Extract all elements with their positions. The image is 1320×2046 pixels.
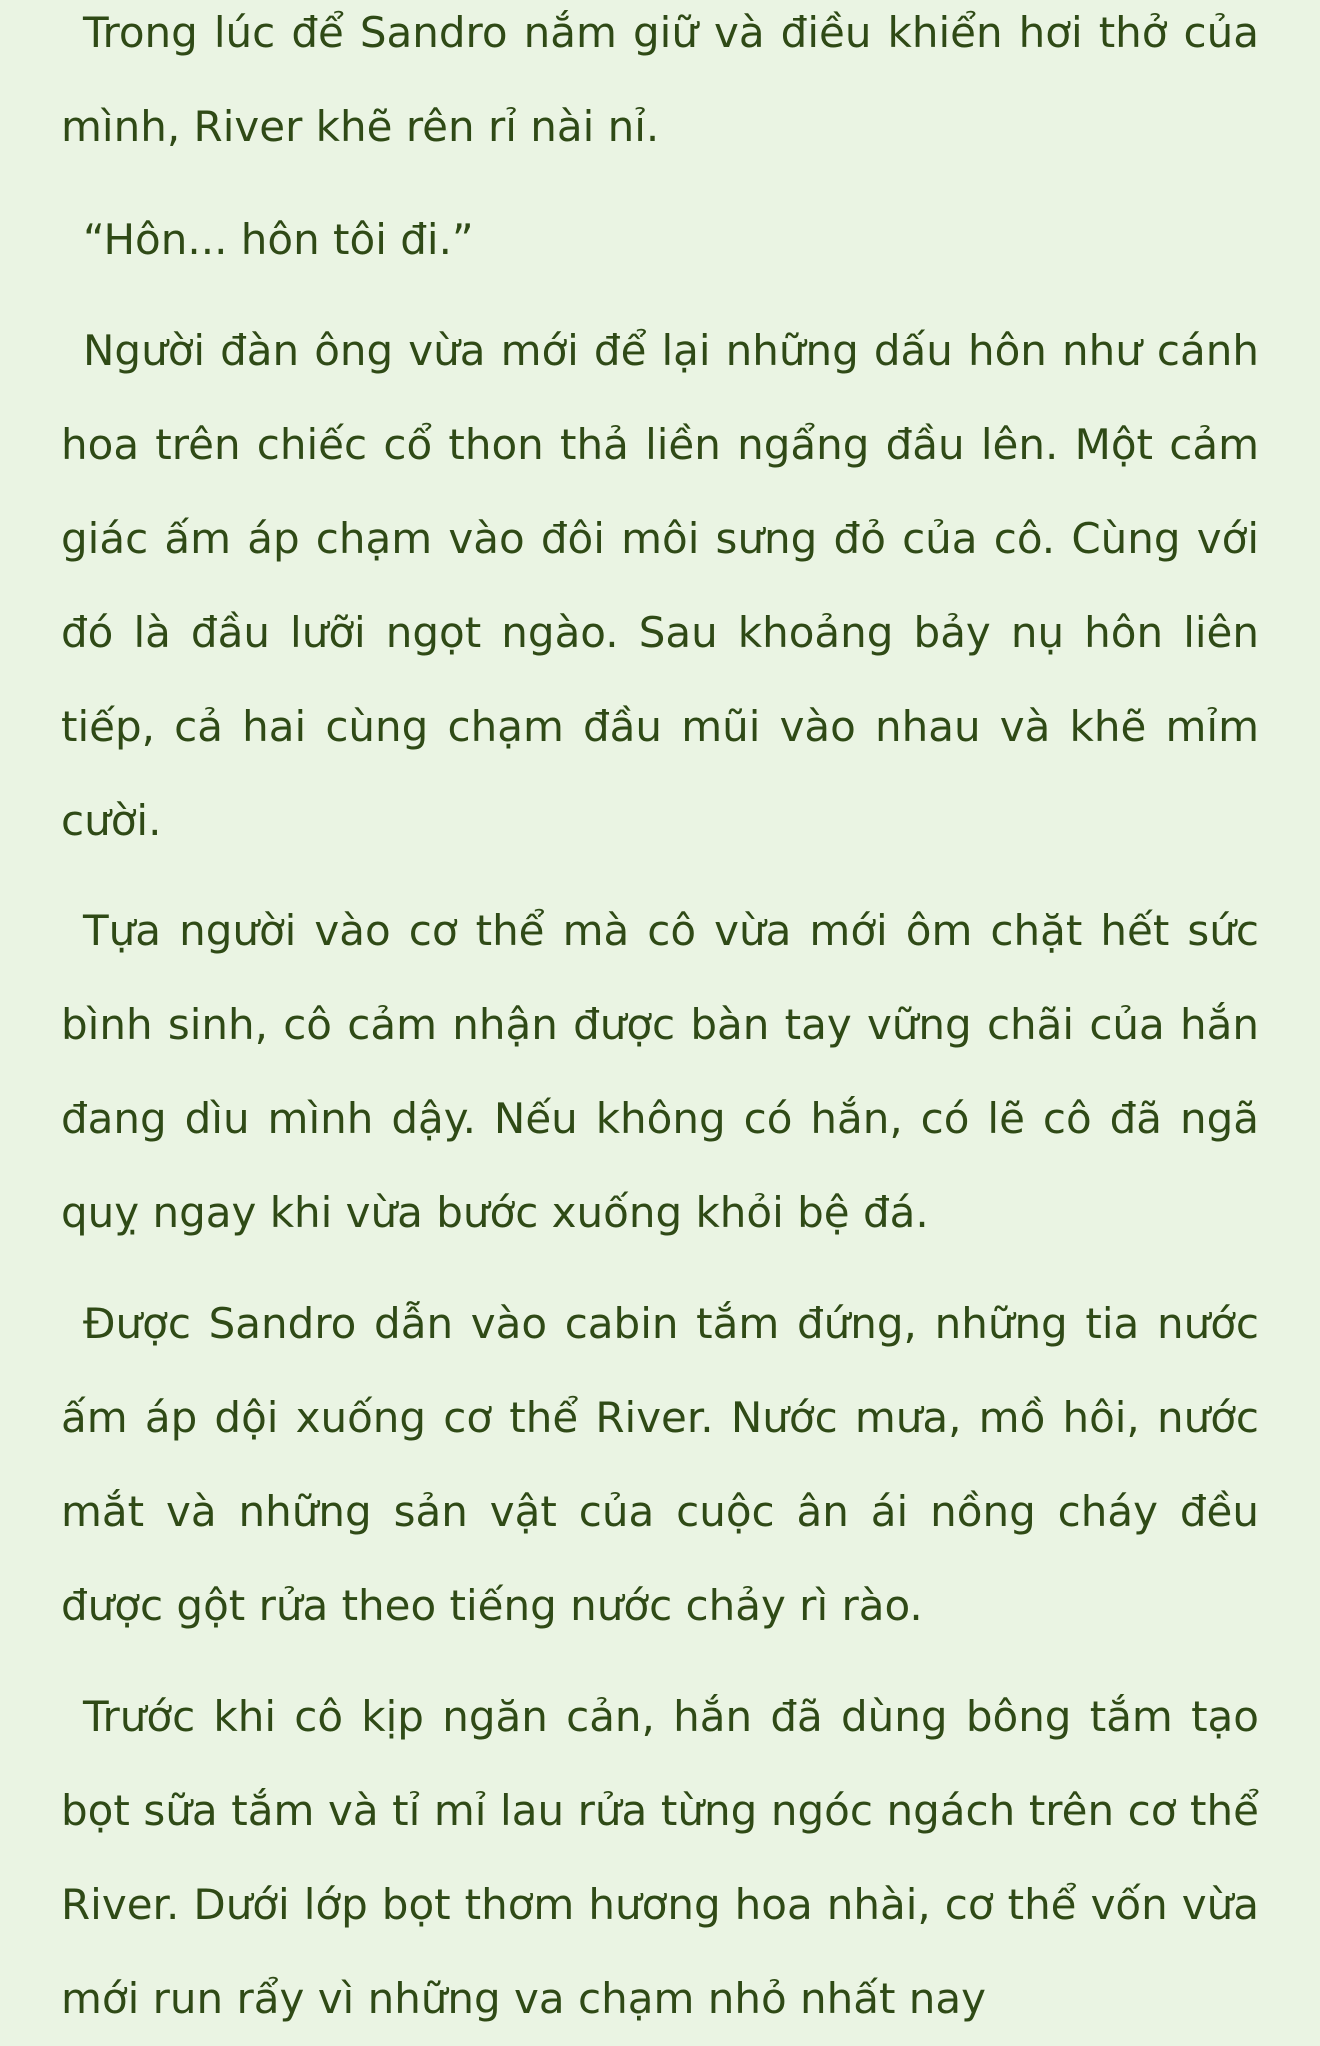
paragraph-4: Tựa người vào cơ thể mà cô vừa mới ôm chặt hết sức bình sinh, cô cảm nhận được bàn tay vững chãi của hắn đang dìu mình dậy. Nếu không có hắn, có lẽ cô đã ngã quỵ ngay khi vừa bước xuống khỏi bệ đá. [61,906,1259,1237]
paragraph-6: Trước khi cô kịp ngăn cản, hắn đã dùng bông tắm tạo bọt sữa tắm và tỉ mỉ lau rửa từng ngóc ngách trên cơ thể River. Dưới lớp bọt thơm hương hoa nhài, cơ thể vốn vừa mới run rẩy vì những va chạm nhỏ nhất nay [61,1692,1259,2023]
paragraph-3: Người đàn ông vừa mới để lại những dấu hôn như cánh hoa trên chiếc cổ thon thả liền ngẩng đầu lên. Một cảm giác ấm áp chạm vào đôi môi sưng đỏ của cô. Cùng với đó là đầu lưỡi ngọt ngào. Sau khoảng bảy nụ hôn liên tiếp, cả hai cùng chạm đầu mũi vào nhau và khẽ mỉm cười. [61,326,1259,845]
paragraph-2: “Hôn... hôn tôi đi.” [83,215,474,264]
paragraph-1: Trong lúc để Sandro nắm giữ và điều khiển hơi thở của mình, River khẽ rên rỉ nài nỉ. [61,8,1259,151]
paragraph-5: Được Sandro dẫn vào cabin tắm đứng, những tia nước ấm áp dội xuống cơ thể River. Nước mưa, mồ hôi, nước mắt và những sản vật của cuộc ân ái nồng cháy đều được gột rửa theo tiếng nước chảy rì rào. [61,1299,1259,1630]
